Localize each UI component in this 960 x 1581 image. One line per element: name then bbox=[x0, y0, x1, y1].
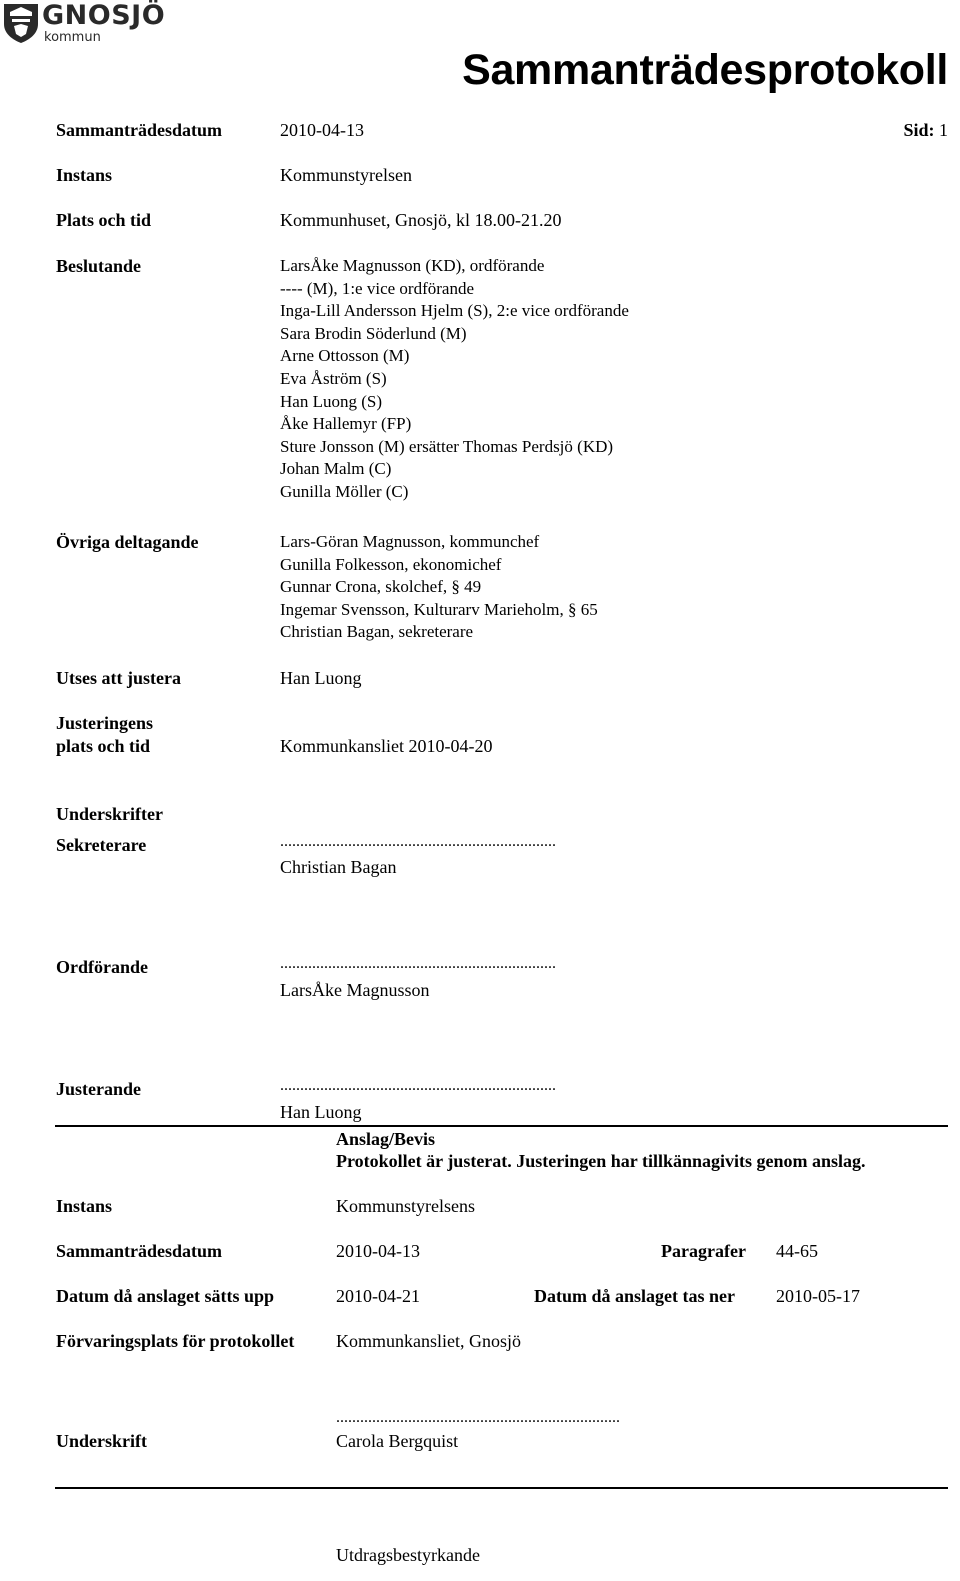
anslag-ner-label: Datum då anslaget tas ner bbox=[534, 1286, 735, 1306]
underskrift-signature-line: ....................................................................... bbox=[336, 1409, 620, 1426]
ordforande-signature-line: ..................................................................... bbox=[280, 955, 556, 972]
section-divider bbox=[55, 1125, 948, 1127]
list-item: Sture Jonsson (M) ersätter Thomas Perdsjö (KD) bbox=[280, 436, 614, 456]
forvaring-label: Förvaringsplats för protokollet bbox=[56, 1331, 295, 1351]
logo-subtitle: kommun bbox=[44, 30, 101, 45]
ovriga-label: Övriga deltagande bbox=[56, 532, 199, 552]
list-item: LarsÅke Magnusson (KD), ordförande bbox=[280, 256, 545, 275]
list-item: Arne Ottosson (M) bbox=[280, 346, 410, 366]
underskrifter-heading: Underskrifter bbox=[56, 804, 163, 824]
meeting-date-value: 2010-04-13 bbox=[280, 120, 364, 140]
list-item: Gunilla Folkesson, ekonomichef bbox=[280, 554, 502, 574]
anslag-date-value: 2010-04-13 bbox=[336, 1241, 420, 1261]
page-label: Sid: bbox=[903, 120, 935, 140]
list-item: Åke Hallemyr (FP) bbox=[280, 414, 412, 434]
meeting-date-label: Sammanträdesdatum bbox=[56, 120, 223, 140]
ovriga-list bbox=[280, 531, 598, 644]
anslag-instans-value: Kommunstyrelsens bbox=[336, 1196, 475, 1216]
anslag-heading: Anslag/Bevis bbox=[336, 1129, 436, 1149]
list-item: Christian Bagan, sekreterare bbox=[280, 622, 474, 642]
utdragsbestyrkande: Utdragsbestyrkande bbox=[336, 1545, 480, 1565]
list-item: Gunnar Crona, skolchef, § 49 bbox=[280, 577, 482, 597]
justeringens-value: Kommunkansliet 2010-04-20 bbox=[280, 736, 493, 756]
place-label: Plats och tid bbox=[56, 210, 152, 230]
page-value: 1 bbox=[939, 120, 948, 140]
paragrafer-value: 44-65 bbox=[776, 1241, 818, 1261]
instans-label: Instans bbox=[56, 165, 113, 185]
list-item: Han Luong (S) bbox=[280, 391, 382, 411]
anslag-statement: Protokollet är justerat. Justeringen har tillkännagivits genom anslag. bbox=[336, 1151, 866, 1171]
utses-label: Utses att justera bbox=[56, 668, 181, 688]
logo-name: GNOSJÖ bbox=[42, 0, 166, 31]
paragrafer-label: Paragrafer bbox=[661, 1241, 746, 1261]
justerande-label: Justerande bbox=[56, 1079, 141, 1099]
list-item: Gunilla Möller (C) bbox=[280, 481, 409, 501]
list-item: Ingemar Svensson, Kulturarv Marieholm, § 65 bbox=[280, 599, 598, 619]
justeringens-label-2: plats och tid bbox=[56, 736, 151, 756]
list-item: Inga-Lill Andersson Hjelm (S), 2:e vice ordförande bbox=[280, 301, 629, 321]
underskrift-label: Underskrift bbox=[56, 1431, 147, 1451]
justeringens-label-1: Justeringens bbox=[56, 713, 154, 733]
list-item: Lars-Göran Magnusson, kommunchef bbox=[280, 532, 540, 551]
list-item: Eva Åström (S) bbox=[280, 368, 387, 388]
footer-divider bbox=[55, 1487, 948, 1489]
justerande-name: Han Luong bbox=[280, 1102, 362, 1122]
anslag-instans-label: Instans bbox=[56, 1196, 113, 1216]
beslutande-list bbox=[280, 255, 629, 504]
gnosjo-kommun-logo bbox=[0, 0, 175, 48]
forvaring-value: Kommunkansliet, Gnosjö bbox=[336, 1331, 521, 1351]
coat-of-arms-icon bbox=[2, 2, 40, 44]
page-number bbox=[903, 120, 948, 141]
beslutande-label: Beslutande bbox=[56, 256, 142, 276]
justerande-signature-line: ..................................................................... bbox=[280, 1077, 556, 1094]
anslag-ner-value: 2010-05-17 bbox=[776, 1286, 860, 1306]
instans-value: Kommunstyrelsen bbox=[280, 165, 412, 185]
underskrift-name: Carola Bergquist bbox=[336, 1431, 459, 1451]
sekreterare-label: Sekreterare bbox=[56, 835, 147, 855]
list-item: Sara Brodin Söderlund (M) bbox=[280, 323, 467, 343]
list-item: ---- (M), 1:e vice ordförande bbox=[280, 278, 474, 298]
sekreterare-signature-line: ..................................................................... bbox=[280, 833, 556, 850]
anslag-date-label: Sammanträdesdatum bbox=[56, 1241, 223, 1261]
document-title: Sammanträdesprotokoll bbox=[462, 46, 948, 94]
place-value: Kommunhuset, Gnosjö, kl 18.00-21.20 bbox=[280, 210, 562, 230]
anslag-upp-value: 2010-04-21 bbox=[336, 1286, 420, 1306]
utses-value: Han Luong bbox=[280, 668, 362, 688]
anslag-upp-label: Datum då anslaget sätts upp bbox=[56, 1286, 275, 1306]
ordforande-name: LarsÅke Magnusson bbox=[280, 980, 430, 1000]
list-item: Johan Malm (C) bbox=[280, 459, 392, 479]
sekreterare-name: Christian Bagan bbox=[280, 857, 397, 877]
ordforande-label: Ordförande bbox=[56, 957, 148, 977]
